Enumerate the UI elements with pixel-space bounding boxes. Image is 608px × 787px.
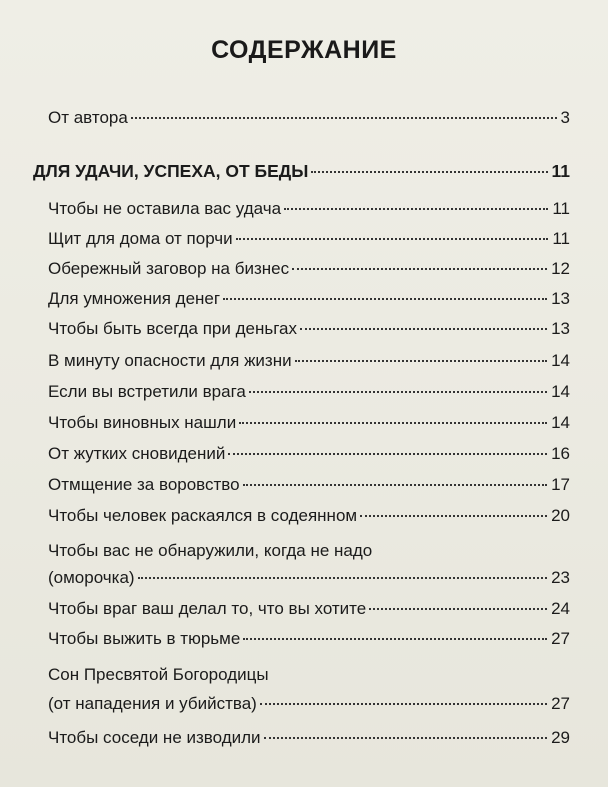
toc-entry-page: 13 bbox=[551, 319, 570, 338]
toc-entry-label: Чтобы виновных нашли bbox=[48, 413, 237, 432]
toc-entry-label: Щит для дома от порчи bbox=[48, 229, 233, 248]
toc-entry-label: Чтобы человек раскаялся в содеянном bbox=[48, 506, 358, 525]
toc-entry-page: 14 bbox=[551, 413, 570, 432]
toc-entry-label: Чтобы выжить в тюрьме bbox=[48, 629, 241, 648]
dot-leader bbox=[284, 208, 548, 210]
toc-entry bbox=[48, 198, 570, 220]
dot-leader bbox=[243, 638, 547, 640]
dot-leader bbox=[260, 703, 547, 705]
toc-entry bbox=[48, 567, 570, 589]
toc-entry bbox=[48, 628, 570, 650]
dot-leader bbox=[228, 453, 547, 455]
toc-entry-label: Для умножения денег bbox=[48, 289, 221, 308]
toc-entry-page: 11 bbox=[552, 229, 570, 248]
toc-entry-label: (от нападения и убийства) bbox=[48, 694, 257, 713]
toc-entry bbox=[48, 693, 570, 715]
dot-leader bbox=[360, 515, 547, 517]
toc-entry-label: От автора bbox=[48, 108, 128, 127]
toc-entry-first-line bbox=[48, 540, 570, 562]
toc-entry bbox=[48, 288, 570, 310]
dot-leader bbox=[239, 422, 547, 424]
toc-entry-label: Чтобы соседи не изводили bbox=[48, 728, 261, 747]
toc-entry bbox=[48, 318, 570, 340]
toc-entry-label: Обережный заговор на бизнес bbox=[48, 259, 290, 278]
toc-entry bbox=[48, 474, 570, 496]
toc-entry-label: От жутких сновидений bbox=[48, 444, 226, 463]
dot-leader bbox=[292, 268, 547, 270]
toc-entry-label: Чтобы быть всегда при деньгах bbox=[48, 319, 297, 338]
toc-entry-page: 16 bbox=[551, 444, 570, 463]
toc-entry-label: Чтобы не оставила вас удача bbox=[48, 199, 282, 218]
toc-entry-label: (оморочка) bbox=[48, 568, 135, 587]
toc-entry bbox=[48, 443, 570, 465]
toc-entry-first-line bbox=[48, 664, 570, 686]
page-title: СОДЕРЖАНИЕ bbox=[211, 36, 397, 64]
toc-entry bbox=[48, 727, 570, 749]
toc-entry-page: 13 bbox=[551, 289, 570, 308]
toc-entry bbox=[48, 228, 570, 250]
toc-entry-page: 14 bbox=[551, 351, 570, 370]
dot-leader bbox=[223, 298, 547, 300]
toc-entry-label: Сон Пресвятой Богородицы bbox=[48, 665, 269, 684]
toc-entry-page: 3 bbox=[560, 108, 570, 127]
toc-entry-label: Чтобы враг ваш делал то, что вы хотите bbox=[48, 599, 367, 618]
toc-entry-page: 17 bbox=[551, 475, 570, 494]
toc-entry bbox=[48, 381, 570, 403]
toc-entry-page: 29 bbox=[551, 728, 570, 747]
dot-leader bbox=[138, 577, 548, 579]
toc-entry-label: Если вы встретили врага bbox=[48, 382, 246, 401]
toc-entry bbox=[48, 258, 570, 280]
toc-entry-label: ДЛЯ УДАЧИ, УСПЕХА, ОТ БЕДЫ bbox=[33, 161, 309, 181]
dot-leader bbox=[131, 117, 557, 119]
dot-leader bbox=[300, 328, 547, 330]
toc-entry-page: 12 bbox=[551, 259, 570, 278]
toc-section-heading bbox=[33, 160, 570, 182]
toc-entry-label: В минуту опасности для жизни bbox=[48, 351, 292, 370]
toc-entry-page: 27 bbox=[551, 629, 570, 648]
toc-entry-page: 23 bbox=[551, 568, 570, 587]
dot-leader bbox=[249, 391, 547, 393]
dot-leader bbox=[264, 737, 548, 739]
dot-leader bbox=[311, 171, 547, 173]
toc-entry bbox=[48, 350, 570, 372]
toc-entry-page: 24 bbox=[551, 599, 570, 618]
toc-entry bbox=[48, 505, 570, 527]
dot-leader bbox=[369, 608, 547, 610]
toc-entry-page: 20 bbox=[551, 506, 570, 525]
toc-entry bbox=[48, 598, 570, 620]
toc-entry bbox=[48, 107, 570, 129]
toc-entry-label: Отмщение за воровство bbox=[48, 475, 240, 494]
toc-entry-page: 27 bbox=[551, 694, 570, 713]
toc-entry-page: 14 bbox=[551, 382, 570, 401]
toc-entry-label: Чтобы вас не обнаружили, когда не надо bbox=[48, 541, 373, 560]
toc-entry-page: 11 bbox=[552, 199, 570, 218]
toc-entry bbox=[48, 412, 570, 434]
dot-leader bbox=[295, 360, 547, 362]
toc-entry-page: 11 bbox=[551, 161, 570, 181]
dot-leader bbox=[243, 484, 547, 486]
dot-leader bbox=[236, 238, 549, 240]
